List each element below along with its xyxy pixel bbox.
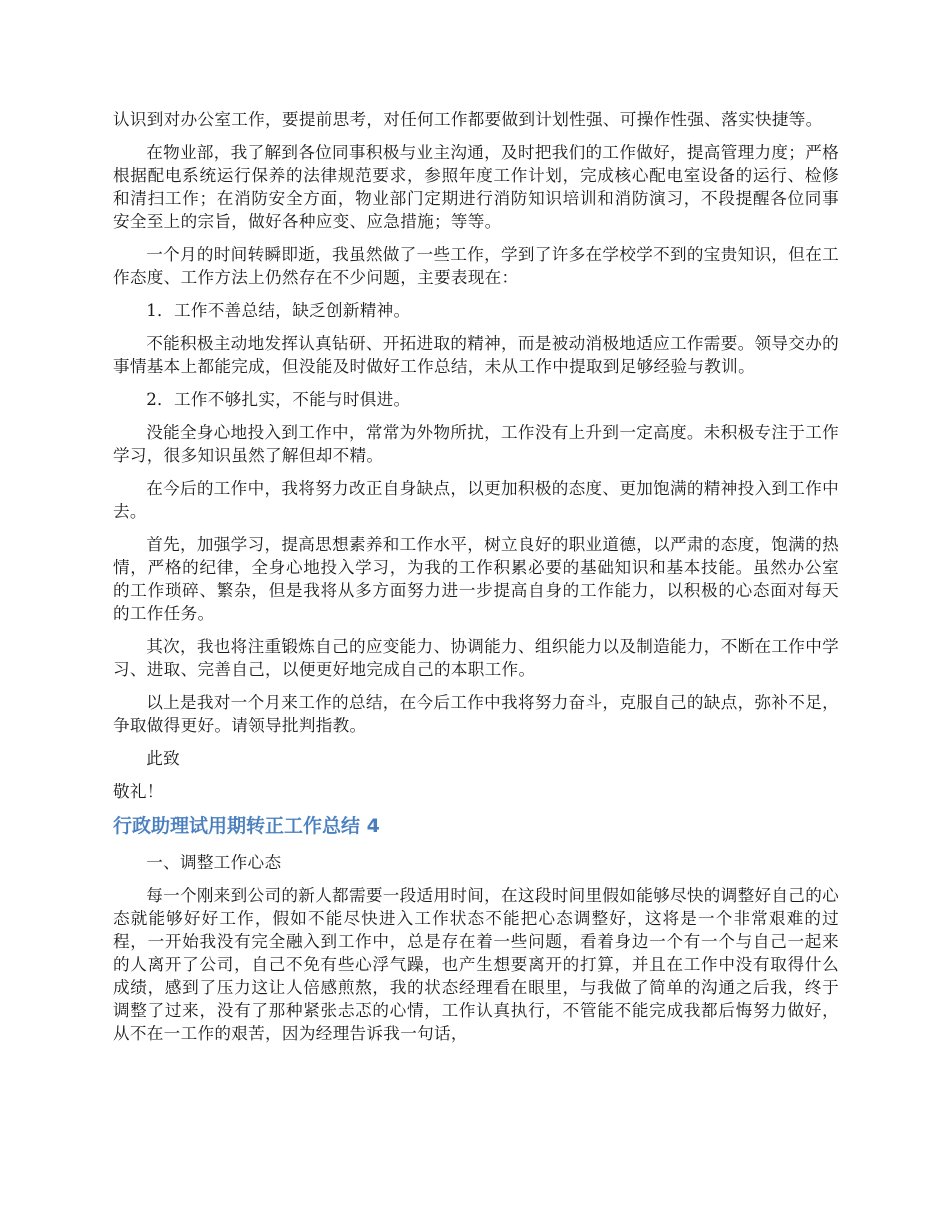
paragraph: 不能积极主动地发挥认真钻研、开拓进取的精神，而是被动消极地适应工作需要。领导交办的事情基本上都能完成，但没能及时做好工作总结，未从工作中提取到足够经验与教训。 bbox=[113, 334, 839, 376]
paragraph: 首先，加强学习，提高思想素养和工作水平，树立良好的职业道德，以严肃的态度，饱满的热情，严格的纪律，全身心地投入学习，为我的工作积累必要的基础知识和基本技能。虽然办公室的工作琐碎、繁杂，但是我将从多方面努力进一步提高自身的工作能力，以积极的心态面对每天的工作任务。 bbox=[113, 535, 839, 623]
closing: 敬礼！ bbox=[113, 782, 164, 801]
paragraph: 其次，我也将注重锻炼自己的应变能力、协调能力、组织能力以及制造能力，不断在工作中学习、进取、完善自己，以便更好地完成自己的本职工作。 bbox=[113, 637, 839, 679]
document-body bbox=[113, 108, 839, 1055]
paragraph: 一个月的时间转瞬即逝，我虽然做了一些工作，学到了许多在学校学不到的宝贵知识，但在工作态度、工作方法上仍然存在不少问题，主要表现在： bbox=[113, 245, 839, 287]
paragraph: 认识到对办公室工作，要提前思考，对任何工作都要做到计划性强、可操作性强、落实快捷等。 bbox=[113, 110, 823, 129]
subheading: 一、调整工作心态 bbox=[146, 853, 282, 872]
list-item-heading: 1．工作不善总结，缺乏创新精神。 bbox=[146, 301, 411, 320]
list-item-heading: 2．工作不够扎实，不能与时俱进。 bbox=[146, 390, 411, 409]
paragraph: 以上是我对一个月来工作的总结，在今后工作中我将努力奋斗，克服自己的缺点，弥补不足，争取做得更好。请领导批判指教。 bbox=[113, 693, 839, 735]
paragraph: 在物业部，我了解到各位同事积极与业主沟通，及时把我们的工作做好，提高管理力度；严格根据配电系统运行保养的法律规范要求，参照年度工作计划，完成核心配电室设备的运行、检修和清扫工作；在消防安全方面，物业部门定期进行消防知识培训和消防演习，不段提醒各位同事安全至上的宗旨，做好各种应变、应急措施；等等。 bbox=[113, 143, 839, 231]
salutation: 此致 bbox=[146, 749, 180, 768]
section-heading: 行政助理试用期转正工作总结 4 bbox=[113, 815, 380, 837]
paragraph: 每一个刚来到公司的新人都需要一段适用时间，在这段时间里假如能够尽快的调整好自己的心态就能够好好工作，假如不能尽快进入工作状态不能把心态调整好，这将是一个非常艰难的过程，一开始我没有完全融入到工作中，总是存在着一些问题，看着身边一个有一个与自己一起来的人离开了公司，自己不免有些心浮气躁，也产生想要离开的打算，并且在工作中没有取得什么成绩，感到了压力这让人倍感煎熬，我的状态经理看在眼里，与我做了简单的沟通之后我，终于调整了过来，没有了那种紧张忐忑的心情，工作认真执行，不管能不能完成我都后悔努力做好，从不在一工作的艰苦，因为经理告诉我一句话， bbox=[113, 886, 839, 1043]
paragraph: 在今后的工作中，我将努力改正自身缺点，以更加积极的态度、更加饱满的精神投入到工作中去。 bbox=[113, 479, 839, 521]
paragraph: 没能全身心地投入到工作中，常常为外物所扰，工作没有上升到一定高度。未积极专注于工作学习，很多知识虽然了解但却不精。 bbox=[113, 423, 839, 465]
